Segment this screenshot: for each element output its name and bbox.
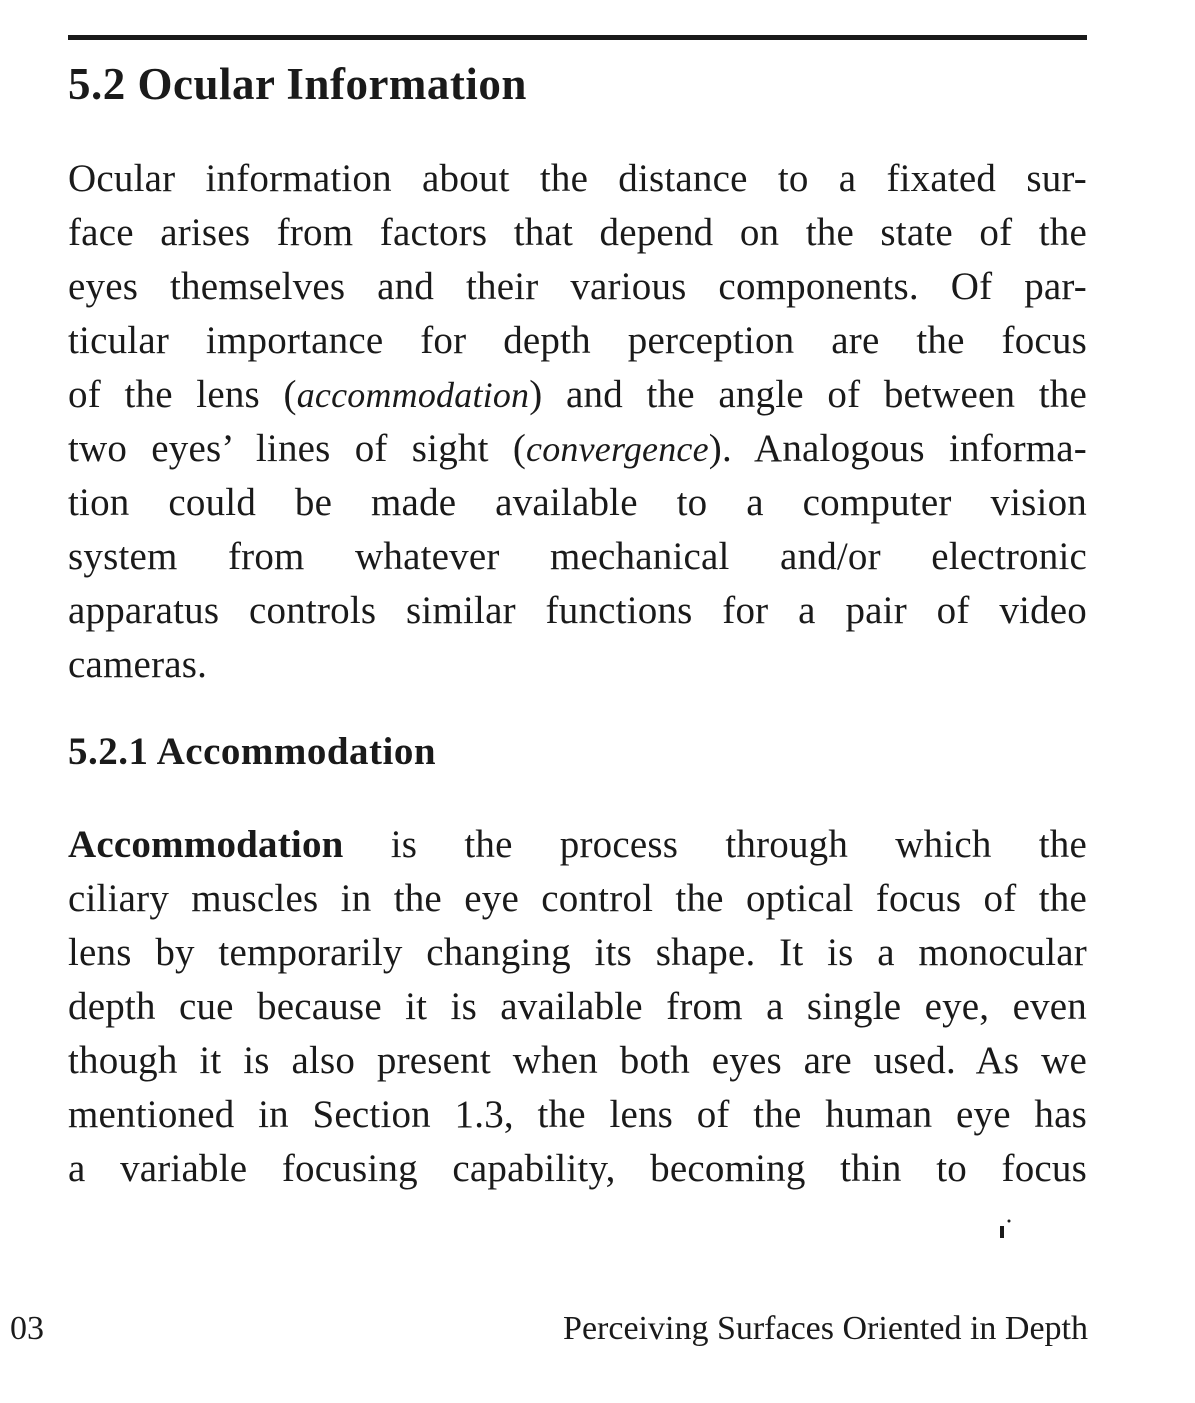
paragraph-line [68, 818, 1087, 872]
paragraph-line: cameras. [68, 643, 208, 686]
section-paragraph [68, 152, 1087, 692]
paragraph-line [68, 368, 1087, 422]
text-run: two eyes’ lines of sight ( [68, 427, 527, 470]
paragraph-line [68, 422, 1087, 476]
paragraph-line: ticular importance for depth perception are the focus [68, 319, 1087, 362]
header-rule [68, 35, 1087, 40]
section-heading: 5.2 Ocular Information [68, 59, 527, 109]
scan-speck-mark [998, 1218, 1012, 1240]
paragraph-line: mentioned in Section 1.3, the lens of the human eye has [68, 1093, 1087, 1136]
text-run: ) and the angle of between the [529, 373, 1087, 416]
paragraph-line: apparatus controls similar functions for a pair of video [68, 589, 1087, 632]
paragraph-line: though it is also present when both eyes are used. As we [68, 1039, 1087, 1082]
italic-term-convergence: convergence [526, 429, 709, 469]
text-run: is the process through which the [343, 823, 1087, 866]
bold-term: Accommodation [68, 823, 344, 866]
text-run: of the lens ( [68, 373, 297, 416]
text-run: ). Analogous informa- [708, 427, 1087, 470]
paragraph-line: eyes themselves and their various components. Of par- [68, 265, 1087, 308]
paragraph-line: tion could be made available to a computer vision [68, 481, 1087, 524]
page-number: 03 [10, 1310, 44, 1347]
running-title: Perceiving Surfaces Oriented in Depth [563, 1310, 1088, 1347]
italic-term-accommodation: accommodation [296, 375, 530, 415]
subsection-heading: 5.2.1 Accommodation [68, 730, 437, 773]
paragraph-line: lens by temporarily changing its shape. It is a monocular [68, 931, 1087, 974]
paragraph-line: depth cue because it is available from a single eye, even [68, 985, 1087, 1028]
paragraph-line: ciliary muscles in the eye control the optical focus of the [68, 877, 1087, 920]
paragraph-line: Ocular information about the distance to a fixated sur- [68, 157, 1087, 200]
subsection-paragraph [68, 818, 1087, 1196]
paragraph-line: system from whatever mechanical and/or electronic [68, 535, 1087, 578]
paragraph-line: face arises from factors that depend on the state of the [68, 211, 1087, 254]
paragraph-line: a variable focusing capability, becoming thin to focus [68, 1147, 1087, 1190]
